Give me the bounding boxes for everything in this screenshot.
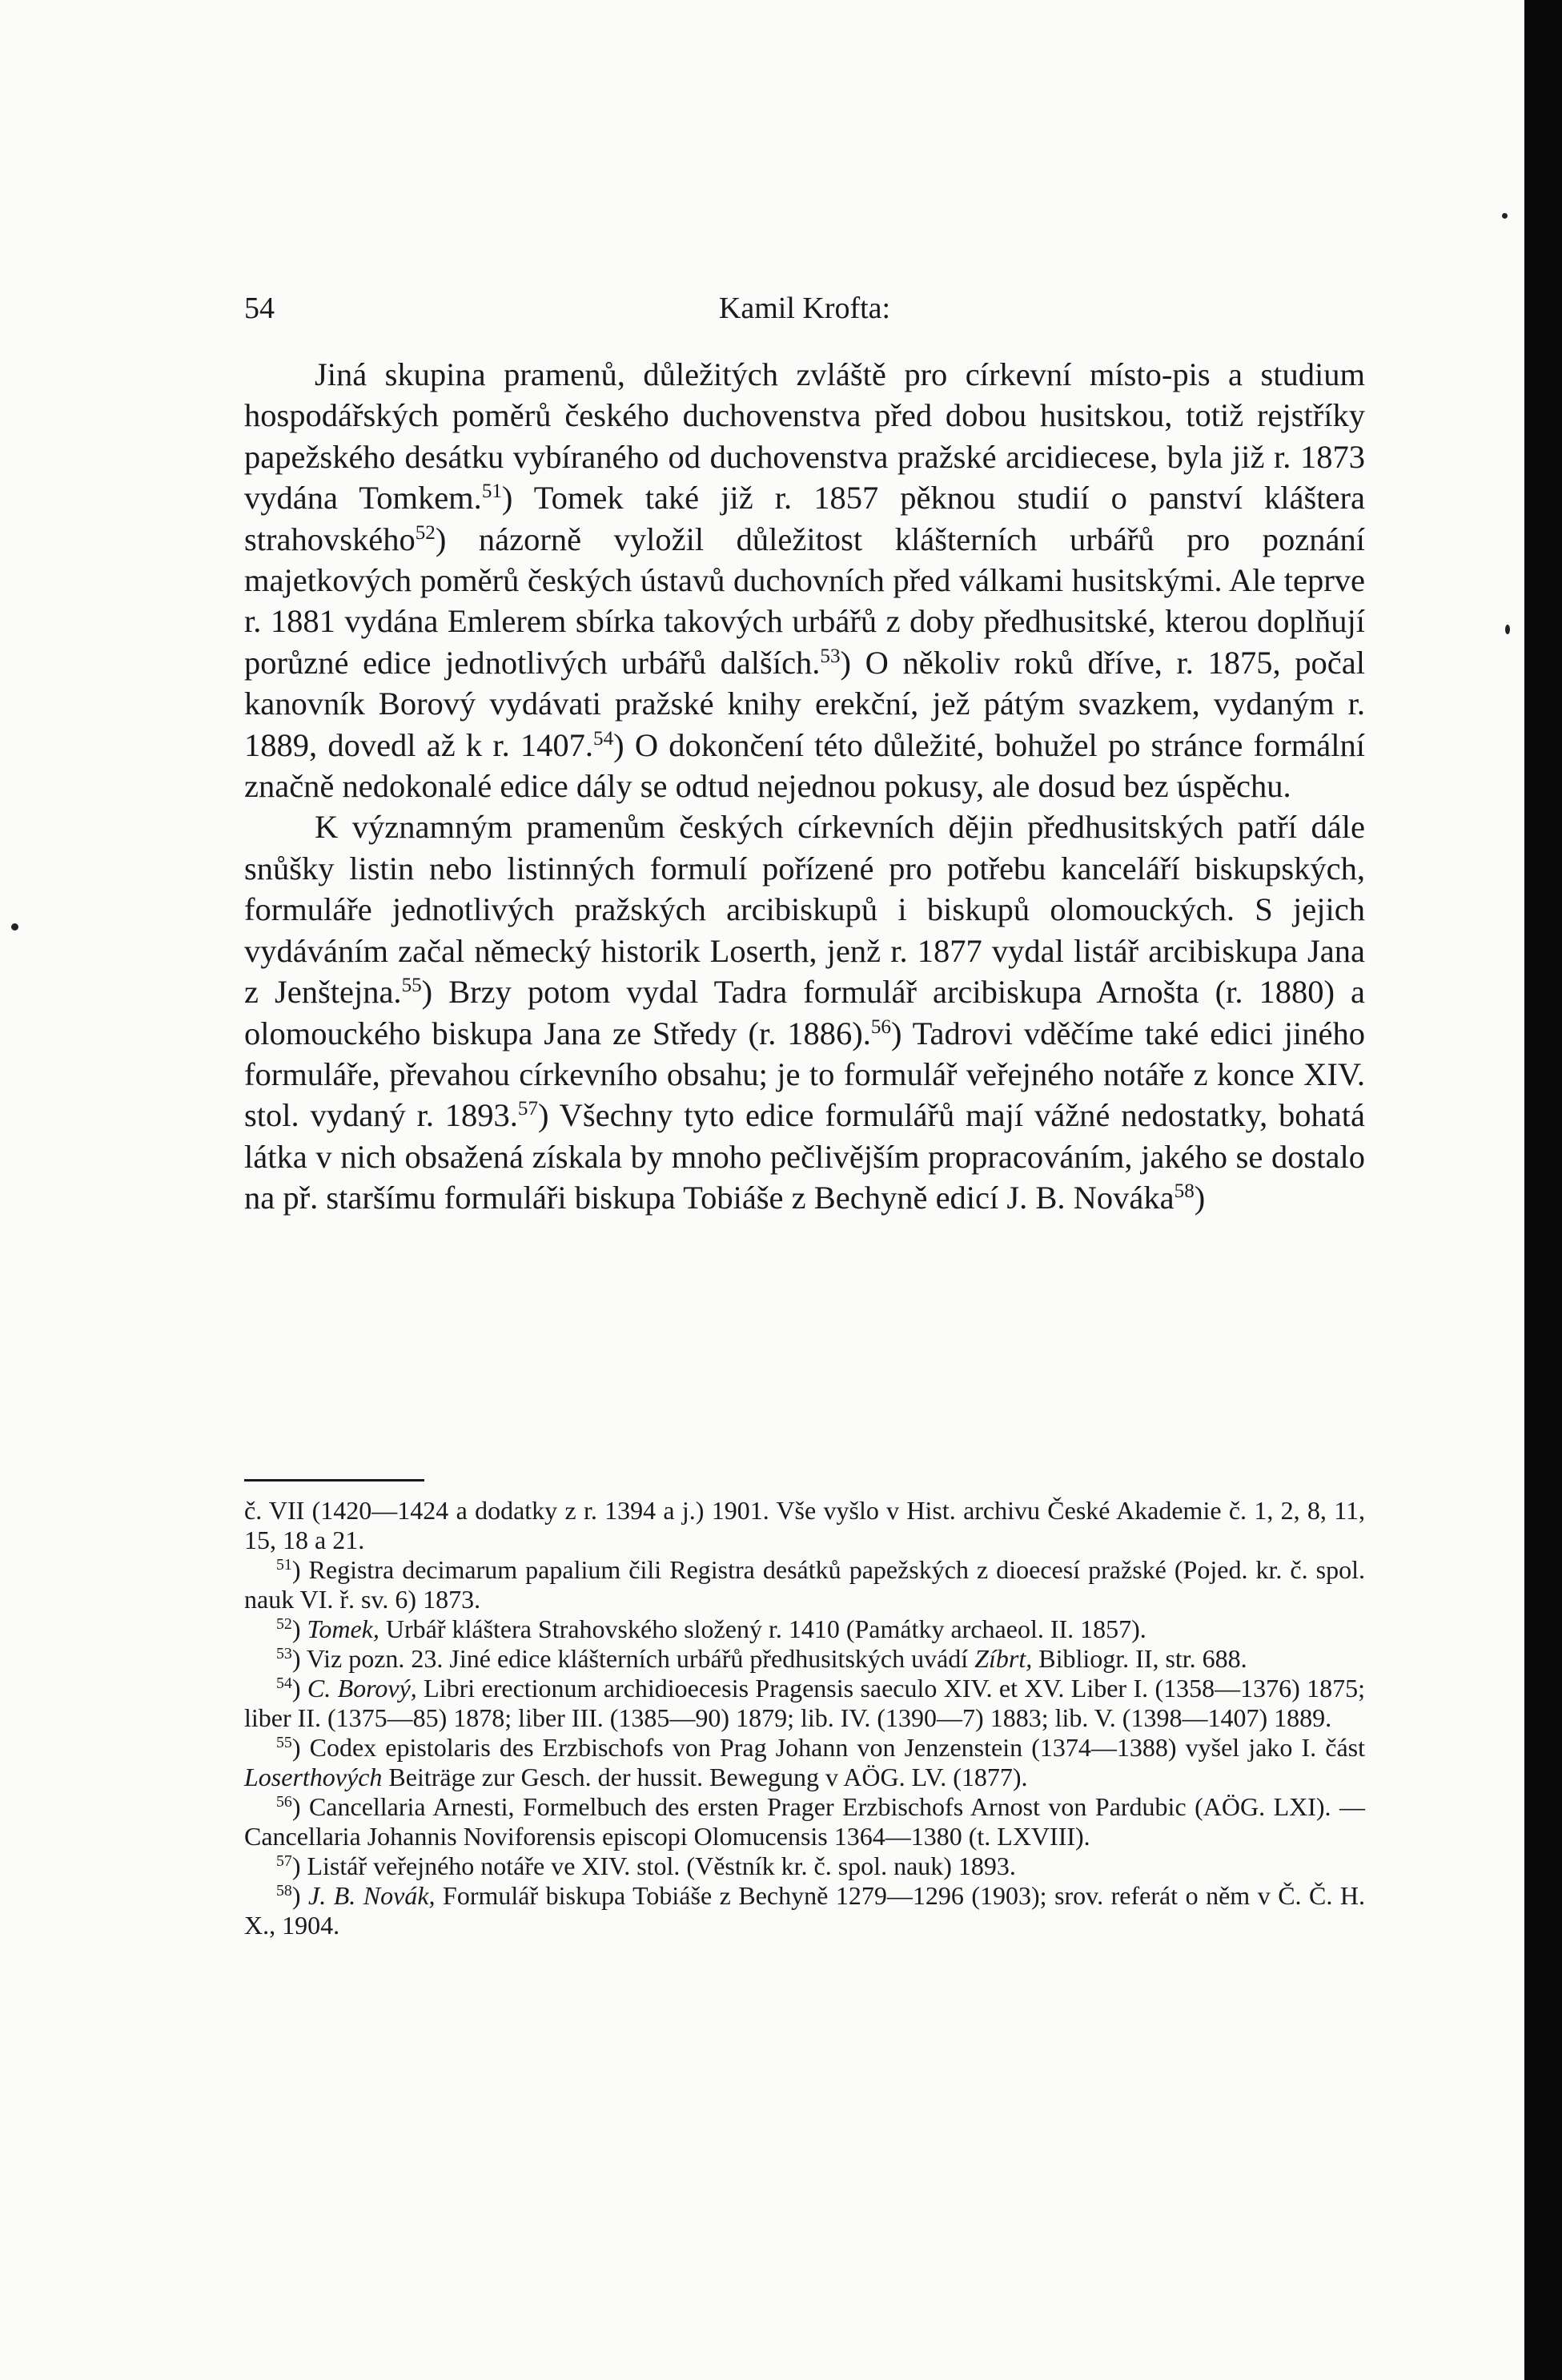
scan-edge: [1524, 0, 1562, 2380]
footnote: [244, 1881, 1365, 1940]
text-run: ) Cancellaria Arnesti, Formelbuch des ersten Prager Erzbischofs Arnost von Pardubic (AÖG. LXI). — Cancellaria Johannis Noviforensis episcopi Olomucensis 1364—1380 (t. LXVIII).: [244, 1792, 1365, 1851]
print-speck: [1502, 213, 1508, 219]
text-run: ) Všechny tyto edice formulářů mají vážné nedostatky, bohatá látka v nich obsažená získala by mnoho pečlivějším propracováním, jakého se dostalo na př. staršímu formuláři biskupa Tobiáše z Bechyně edicí J. B. Nováka: [244, 1097, 1365, 1216]
italic-text: Zíbrt,: [974, 1644, 1033, 1673]
footnote: [244, 1644, 1365, 1674]
footnote: [244, 1851, 1365, 1881]
footnote: [244, 1733, 1365, 1792]
text-run: Jiná skupina pramenů, důležitých zvláště pro církevní místo-pis a studium hospodářských poměrů českého duchovenstva před dobou husitskou, totiž rejstříky papežského desátku vybíraného od duchovenstva pražské arcidiecese, byla již r. 1873 vydána Tomkem.: [244, 356, 1365, 517]
footnote-marker[interactable]: 55: [401, 975, 422, 997]
footnote: [244, 1555, 1365, 1614]
footnote-marker[interactable]: 54: [593, 727, 614, 750]
footnote: [244, 1792, 1365, 1851]
text-run: Urbář kláštera Strahovského složený r. 1410 (Památky archaeol. II. 1857).: [379, 1614, 1146, 1643]
print-speck: [1505, 625, 1510, 634]
text-run: ) Registra decimarum papalium čili Registra desátků papežských z dioecesí pražské (Pojed. kr. č. spol. nauk VI. ř. sv. 6) 1873.: [244, 1555, 1365, 1614]
body-paragraph: [244, 806, 1365, 1218]
footnote-marker[interactable]: 57: [276, 1852, 292, 1871]
running-title: Kamil Krofta:: [718, 291, 891, 325]
footnote-marker[interactable]: 53: [276, 1645, 292, 1663]
text-run: Libri erectionum archidioecesis Pragensis saeculo XIV. et XV. Liber I. (1358—1376) 1875; liber II. (1375—85) 1878; liber III. (1385—90) 1879; lib. IV. (1390—7) 1883; lib. V. (1398—1407) 1889.: [244, 1674, 1366, 1732]
footnote-marker[interactable]: 53: [820, 645, 841, 668]
text-run: Bibliogr. II, str. 688.: [1032, 1644, 1247, 1673]
text-run: č. VII (1420—1424 a dodatky z r. 1394 a j.) 1901. Vše vyšlo v Hist. archivu České Akademie č. 1, 2, 8, 11, 15, 18 a 21.: [244, 1496, 1365, 1554]
footnote: [244, 1614, 1365, 1644]
italic-text: J. B. Novák,: [308, 1881, 436, 1910]
footnote-marker[interactable]: 56: [870, 1015, 891, 1038]
text-run: ): [1194, 1180, 1206, 1216]
footnote-marker[interactable]: 52: [276, 1615, 292, 1634]
text-run: ) Viz pozn. 23. Jiné edice klášterních urbářů předhusitských uvádí: [291, 1644, 975, 1673]
text-run: ): [291, 1674, 307, 1703]
footnote-marker[interactable]: 51: [481, 480, 502, 503]
text-run: ) O několiv roků dříve, r. 1875, počal kanovník Borový vydávati pražské knihy erekční, jež pátým svazkem, vydaným r. 1889, dovedl až k r. 1407.: [244, 644, 1365, 763]
text-run: K významným pramenům českých církevních dějin předhusitských patří dále snůšky listin nebo listinných formulí pořízené pro potřebu kanceláří biskupských, formuláře jednotlivých pražských arcibiskupů i biskupů olomouckých. S jejich vydáváním začal německý historik Loserth, jenž r. 1877 vydal listář arcibiskupa Jana z Jenštejna.: [244, 809, 1365, 1011]
footnote-marker[interactable]: 57: [517, 1098, 539, 1120]
italic-text: Loserthových: [244, 1763, 383, 1791]
footnote-divider: [244, 1479, 424, 1481]
page-number: 54: [244, 291, 275, 325]
footnote-marker[interactable]: 52: [415, 521, 436, 544]
page-header: [244, 284, 1365, 332]
text-run: Formulář biskupa Tobiáše z Bechyně 1279—1296 (1903); srov. referát o něm v Č. Č. H. X., 1904.: [244, 1881, 1366, 1940]
footnote-marker[interactable]: 54: [276, 1674, 292, 1693]
footnote: [244, 1674, 1365, 1733]
footnotes: [244, 1496, 1365, 1940]
footnote-marker[interactable]: 55: [276, 1734, 292, 1752]
text-run: Beiträge zur Gesch. der hussit. Bewegung v AÖG. LV. (1877).: [382, 1763, 1028, 1791]
text-run: ) Tadrovi vděčíme také edici jiného formuláře, převahou církevního obsahu; je to formulář veřejného notáře z konce XIV. stol. vydaný r. 1893.: [244, 1015, 1366, 1134]
text-run: ): [291, 1614, 307, 1643]
print-speck: [11, 923, 18, 931]
footnote-marker[interactable]: 56: [276, 1793, 292, 1811]
footnote-marker[interactable]: 58: [276, 1882, 292, 1900]
text-run: ): [291, 1881, 308, 1910]
footnote: [244, 1496, 1365, 1555]
text-run: ) Brzy potom vydal Tadra formulář arcibiskupa Arnošta (r. 1880) a olomouckého biskupa Jana ze Středy (r. 1886).: [244, 974, 1365, 1051]
text-run: ) O dokončení této důležité, bohužel po stránce formální značně nedokonalé edice dály se odtud nejednou pokusy, ale dosud bez úspěchu.: [244, 726, 1365, 805]
text-run: ) Listář veřejného notáře ve XIV. stol. (Věstník kr. č. spol. nauk) 1893.: [291, 1851, 1016, 1880]
footnote-marker[interactable]: 58: [1174, 1180, 1195, 1203]
body-text: [244, 354, 1365, 1219]
italic-text: C. Borový,: [307, 1674, 417, 1703]
text-run: ) Codex epistolaris des Erzbischofs von Prag Johann von Jenzenstein (1374—1388) vyšel jako I. část: [291, 1733, 1365, 1762]
footnote-marker[interactable]: 51: [276, 1556, 292, 1574]
text-run: ) Tomek také již r. 1857 pěknou studií o panství kláštera strahovského: [244, 480, 1365, 557]
body-paragraph: [244, 354, 1365, 806]
italic-text: Tomek,: [307, 1614, 379, 1643]
text-run: ) názorně vyložil důležitost klášterních urbářů pro poznání majetkových poměrů českých ústavů duchovních před válkami husitskými. Ale teprve r. 1881 vydána Emlerem sbírka takových urbářů z doby předhusitské, kterou doplňují porůzné edice jednotlivých urbářů dalších.: [244, 521, 1365, 681]
